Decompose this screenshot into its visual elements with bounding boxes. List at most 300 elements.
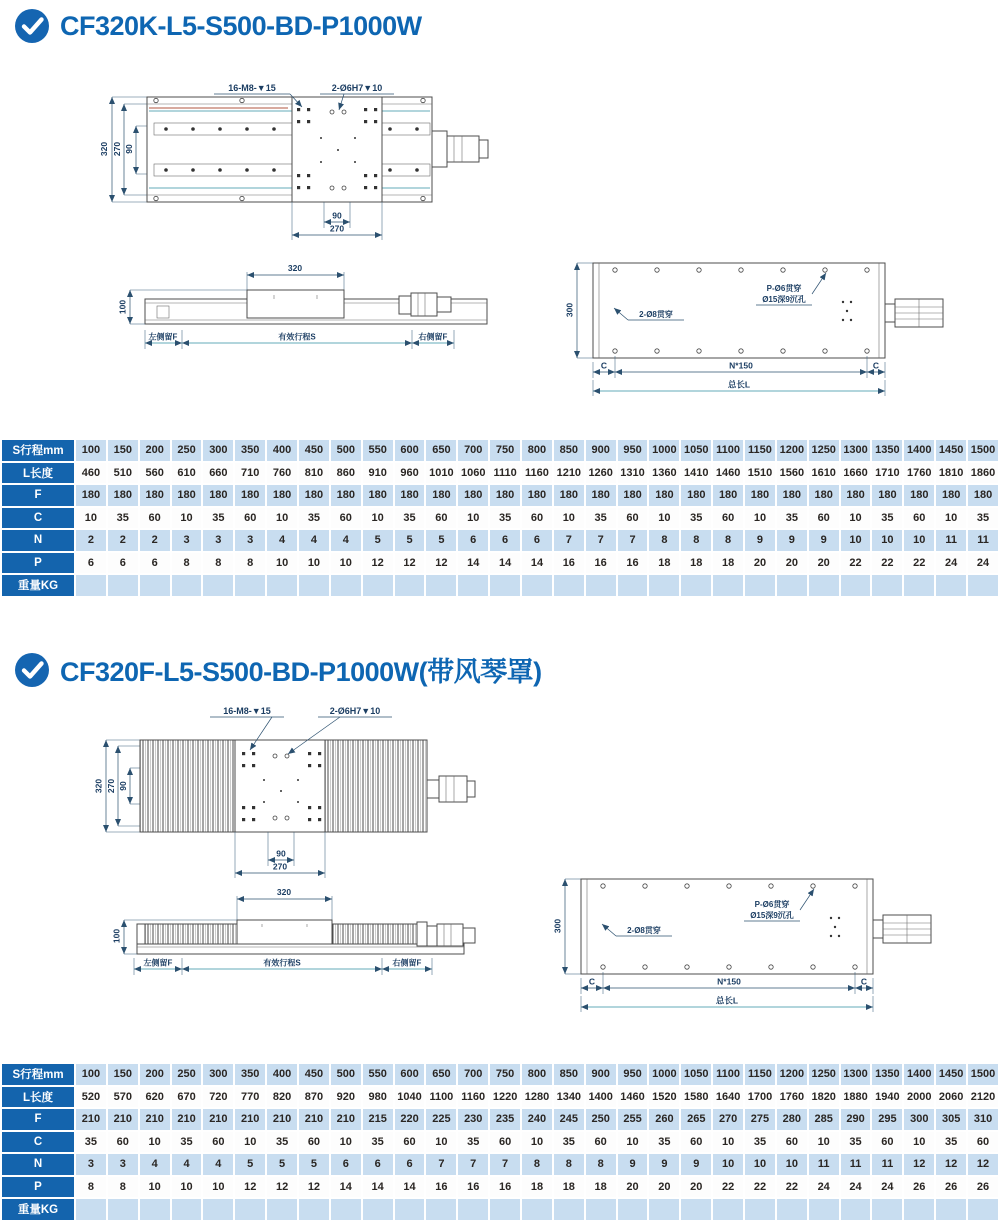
- table-cell: 290: [841, 1109, 871, 1130]
- table-cell: 6: [363, 1154, 393, 1175]
- table-cell: 1760: [904, 463, 934, 484]
- table-cell: 770: [235, 1087, 265, 1108]
- table-cell: 950: [618, 440, 648, 461]
- dim-label: 300: [552, 918, 563, 934]
- table-cell: 12: [299, 1177, 329, 1198]
- side-view-drawing-f: [112, 876, 507, 988]
- table-cell: 1210: [554, 463, 584, 484]
- table-cell: 1500: [968, 1064, 998, 1085]
- table-cell: 295: [872, 1109, 902, 1130]
- table-cell: 10: [745, 508, 775, 529]
- table-cell: 1150: [745, 1064, 775, 1085]
- table-cell: 950: [618, 1064, 648, 1085]
- table-cell: 3: [108, 1154, 138, 1175]
- dim-label: 270: [329, 223, 345, 234]
- table-cell: [554, 575, 584, 596]
- table-cell: 4: [172, 1154, 202, 1175]
- table-cell: 3: [76, 1154, 106, 1175]
- table-cell: 180: [331, 485, 361, 506]
- stroke-dimensions: [145, 330, 454, 349]
- table-cell: 1250: [809, 1064, 839, 1085]
- table-cell: 16: [554, 553, 584, 574]
- table-cell: 35: [458, 1132, 488, 1153]
- row-header: F: [2, 485, 74, 506]
- table-cell: 400: [267, 1064, 297, 1085]
- dim-label: N*150: [717, 976, 741, 987]
- table-cell: [490, 575, 520, 596]
- table-cell: 1200: [777, 440, 807, 461]
- table-cell: 180: [426, 485, 456, 506]
- table-cell: 16: [618, 553, 648, 574]
- top-view-drawing-f: [92, 702, 507, 887]
- table-cell: 670: [172, 1087, 202, 1108]
- dim-label: C: [588, 976, 596, 987]
- table-cell: 10: [76, 508, 106, 529]
- table-cell: 1200: [777, 1064, 807, 1085]
- table-cell: [777, 575, 807, 596]
- table-cell: 8: [235, 553, 265, 574]
- stroke-label-left: 左侧留F: [148, 332, 178, 342]
- table-cell: 10: [426, 1132, 456, 1153]
- dim-label: 300: [564, 302, 575, 318]
- table-cell: 240: [522, 1109, 552, 1130]
- table-cell: 350: [235, 440, 265, 461]
- table-cell: 60: [395, 1132, 425, 1153]
- table-cell: 18: [522, 1177, 552, 1198]
- table-cell: 750: [490, 1064, 520, 1085]
- table-cell: 14: [458, 553, 488, 574]
- table-cell: 570: [108, 1087, 138, 1108]
- table-cell: 35: [872, 508, 902, 529]
- hole-callout: 2-Ø6H7▼10: [331, 83, 383, 93]
- table-cell: 60: [108, 1132, 138, 1153]
- table-cell: 10: [936, 508, 966, 529]
- table-cell: 1300: [841, 440, 871, 461]
- table-cell: 510: [108, 463, 138, 484]
- dim-label: 90: [276, 848, 286, 859]
- table-cell: 16: [490, 1177, 520, 1198]
- check-icon: [14, 8, 50, 44]
- table-cell: 350: [235, 1064, 265, 1085]
- table-cell: 8: [649, 530, 679, 551]
- bottom-dimensions: [581, 972, 873, 1012]
- table-row: [2, 1177, 998, 1198]
- table-cell: 35: [108, 508, 138, 529]
- table-cell: 3: [235, 530, 265, 551]
- table-cell: 1280: [522, 1087, 552, 1108]
- table-cell: 275: [745, 1109, 775, 1130]
- table-cell: 9: [777, 530, 807, 551]
- table-cell: 10: [331, 1132, 361, 1153]
- table-cell: [76, 1199, 106, 1220]
- table-cell: 1400: [904, 440, 934, 461]
- table-cell: 35: [936, 1132, 966, 1153]
- table-cell: 7: [554, 530, 584, 551]
- table-cell: [809, 575, 839, 596]
- table-cell: [426, 1199, 456, 1220]
- table-cell: 800: [522, 440, 552, 461]
- table-cell: 8: [681, 530, 711, 551]
- table-cell: 8: [108, 1177, 138, 1198]
- table-cell: 180: [554, 485, 584, 506]
- dim-label: 90: [332, 210, 342, 221]
- table-cell: 12: [936, 1154, 966, 1175]
- table-cell: 9: [618, 1154, 648, 1175]
- table-cell: 10: [140, 1132, 170, 1153]
- table-cell: 22: [777, 1177, 807, 1198]
- table-cell: 6: [331, 1154, 361, 1175]
- table-row: [2, 508, 998, 529]
- table-cell: 22: [713, 1177, 743, 1198]
- table-cell: 700: [458, 1064, 488, 1085]
- table-cell: 12: [363, 553, 393, 574]
- table-row: [2, 463, 998, 484]
- row-header: P: [2, 1177, 74, 1198]
- table-cell: 9: [681, 1154, 711, 1175]
- table-cell: 60: [872, 1132, 902, 1153]
- table-row: [2, 553, 998, 574]
- table-cell: 60: [426, 508, 456, 529]
- table-cell: 180: [904, 485, 934, 506]
- table-cell: 920: [331, 1087, 361, 1108]
- dim-label: 320: [93, 778, 104, 794]
- table-cell: 10: [203, 1177, 233, 1198]
- table-cell: [681, 1199, 711, 1220]
- section2-title-row: [14, 650, 542, 689]
- table-cell: [809, 1199, 839, 1220]
- table-cell: 16: [458, 1177, 488, 1198]
- table-cell: [618, 1199, 648, 1220]
- table-cell: 10: [841, 530, 871, 551]
- table-cell: 26: [936, 1177, 966, 1198]
- table-cell: 180: [140, 485, 170, 506]
- table-cell: [777, 1199, 807, 1220]
- table-cell: 210: [267, 1109, 297, 1130]
- table-cell: [299, 575, 329, 596]
- row-header: P: [2, 553, 74, 574]
- table-cell: 10: [618, 1132, 648, 1153]
- table-cell: 1340: [554, 1087, 584, 1108]
- table-cell: 5: [267, 1154, 297, 1175]
- table-cell: 180: [649, 485, 679, 506]
- table-cell: 22: [872, 553, 902, 574]
- table-cell: 26: [904, 1177, 934, 1198]
- table-cell: [872, 1199, 902, 1220]
- table-cell: 10: [299, 553, 329, 574]
- table-cell: 8: [522, 1154, 552, 1175]
- table-cell: 24: [809, 1177, 839, 1198]
- table-cell: 1050: [681, 1064, 711, 1085]
- table-cell: 860: [331, 463, 361, 484]
- table-cell: 10: [809, 1132, 839, 1153]
- table-cell: 60: [203, 1132, 233, 1153]
- table-cell: 11: [872, 1154, 902, 1175]
- table-cell: [267, 575, 297, 596]
- table-cell: 280: [777, 1109, 807, 1130]
- table-cell: 60: [331, 508, 361, 529]
- table-cell: 980: [363, 1087, 393, 1108]
- table-cell: 1760: [777, 1087, 807, 1108]
- table-cell: 180: [968, 485, 998, 506]
- table-cell: [140, 1199, 170, 1220]
- table-cell: 850: [554, 1064, 584, 1085]
- table-cell: [872, 575, 902, 596]
- table-cell: 14: [522, 553, 552, 574]
- stroke-dimensions: [134, 958, 432, 976]
- hole-callout: 16-M8-▼15: [223, 706, 271, 716]
- dim-label: 90: [118, 781, 128, 791]
- table-cell: [363, 1199, 393, 1220]
- table-cell: [172, 1199, 202, 1220]
- table-cell: 60: [618, 508, 648, 529]
- stage-body: [147, 97, 432, 202]
- table-cell: 35: [554, 1132, 584, 1153]
- table-cell: 22: [841, 553, 871, 574]
- table-cell: 4: [267, 530, 297, 551]
- table-cell: 150: [108, 1064, 138, 1085]
- table-cell: [522, 575, 552, 596]
- table-cell: 9: [745, 530, 775, 551]
- table-cell: [936, 575, 966, 596]
- table-cell: 1050: [681, 440, 711, 461]
- table-cell: 1460: [713, 463, 743, 484]
- table-cell: 1810: [936, 463, 966, 484]
- table-cell: 8: [586, 1154, 616, 1175]
- row-header: N: [2, 1154, 74, 1175]
- table-cell: 900: [586, 440, 616, 461]
- stage-body-bellows: [140, 740, 427, 832]
- table-cell: 10: [649, 508, 679, 529]
- table-cell: 210: [203, 1109, 233, 1130]
- table-cell: 22: [745, 1177, 775, 1198]
- table-cell: 1410: [681, 463, 711, 484]
- section2-title: CF320F-L5-S500-BD-P1000W(带风琴罩): [60, 657, 542, 687]
- table-cell: 1000: [649, 440, 679, 461]
- table-cell: 35: [267, 1132, 297, 1153]
- table-cell: 22: [904, 553, 934, 574]
- table-cell: [363, 575, 393, 596]
- motor-block: [432, 131, 488, 167]
- table-cell: 710: [235, 463, 265, 484]
- table-cell: 1350: [872, 440, 902, 461]
- table-cell: 900: [586, 1064, 616, 1085]
- table-cell: 180: [267, 485, 297, 506]
- table-cell: 14: [490, 553, 520, 574]
- table-cell: 16: [426, 1177, 456, 1198]
- table-cell: 1160: [522, 463, 552, 484]
- table-cell: [554, 1199, 584, 1220]
- table-cell: 1460: [618, 1087, 648, 1108]
- dim-label: C: [600, 360, 608, 371]
- table-cell: 1350: [872, 1064, 902, 1085]
- dim-label: N*150: [729, 360, 753, 371]
- table-cell: 5: [395, 530, 425, 551]
- table-cell: 35: [968, 508, 998, 529]
- carriage-plate: [292, 97, 382, 202]
- table-cell: [331, 575, 361, 596]
- table-cell: 6: [108, 553, 138, 574]
- table-cell: 550: [363, 440, 393, 461]
- table-cell: 1610: [809, 463, 839, 484]
- table-cell: 6: [76, 553, 106, 574]
- table-cell: 235: [490, 1109, 520, 1130]
- row-header: L长度: [2, 463, 74, 484]
- row-header: S行程mm: [2, 440, 74, 461]
- stroke-label-right: 右侧留F: [418, 332, 448, 342]
- table-cell: 60: [586, 1132, 616, 1153]
- table-cell: 35: [203, 508, 233, 529]
- table-cell: 6: [522, 530, 552, 551]
- table-cell: 10: [172, 508, 202, 529]
- table-cell: 11: [809, 1154, 839, 1175]
- table-row: [2, 1064, 998, 1085]
- table-cell: 1100: [713, 440, 743, 461]
- table-cell: 8: [172, 553, 202, 574]
- hole-callout: 16-M8-▼15: [228, 83, 276, 93]
- table-row: [2, 1109, 998, 1130]
- table-cell: 1450: [936, 1064, 966, 1085]
- table-cell: [235, 575, 265, 596]
- dim-label: 100: [117, 299, 128, 315]
- table-cell: 180: [745, 485, 775, 506]
- bottom-view-drawing-k: [560, 250, 1000, 405]
- table-cell: [235, 1199, 265, 1220]
- table-cell: [586, 1199, 616, 1220]
- stage-side-body: [145, 290, 487, 324]
- table-cell: 60: [809, 508, 839, 529]
- table-cell: 1100: [713, 1064, 743, 1085]
- table-cell: 100: [76, 1064, 106, 1085]
- table-cell: 180: [458, 485, 488, 506]
- table-cell: 14: [331, 1177, 361, 1198]
- table-cell: 7: [586, 530, 616, 551]
- table-cell: [172, 575, 202, 596]
- left-dimensions: [94, 740, 145, 832]
- table-cell: 300: [904, 1109, 934, 1130]
- table-cell: 10: [235, 1132, 265, 1153]
- dim-label: 270: [112, 141, 122, 157]
- table-row: [2, 530, 998, 551]
- table-row: [2, 1154, 998, 1175]
- table-cell: 10: [554, 508, 584, 529]
- table-cell: 450: [299, 440, 329, 461]
- table-cell: [458, 575, 488, 596]
- table-cell: [586, 575, 616, 596]
- table-cell: 180: [395, 485, 425, 506]
- table-cell: 14: [363, 1177, 393, 1198]
- table-cell: 1640: [713, 1087, 743, 1108]
- table-cell: [841, 1199, 871, 1220]
- table-cell: 10: [458, 508, 488, 529]
- table-cell: 60: [235, 508, 265, 529]
- table-cell: 210: [331, 1109, 361, 1130]
- table-cell: 250: [172, 440, 202, 461]
- table-cell: 35: [586, 508, 616, 529]
- table-cell: [426, 575, 456, 596]
- hole-callout: P-Ø6贯穿: [766, 284, 802, 293]
- check-icon: [14, 652, 50, 688]
- table-cell: 2: [140, 530, 170, 551]
- bottom-dimensions: [593, 356, 885, 396]
- bottom-dimensions: [292, 202, 382, 240]
- table-row: [2, 1132, 998, 1153]
- table-cell: [299, 1199, 329, 1220]
- table-cell: 245: [554, 1109, 584, 1130]
- table-cell: 10: [904, 1132, 934, 1153]
- dim-label: 320: [99, 141, 109, 157]
- stroke-label-mid: 有效行程S: [278, 332, 316, 342]
- table-cell: 1940: [872, 1087, 902, 1108]
- table-cell: 35: [777, 508, 807, 529]
- table-cell: [490, 1199, 520, 1220]
- table-cell: [267, 1199, 297, 1220]
- table-row: [2, 1087, 998, 1108]
- table-cell: 26: [968, 1177, 998, 1198]
- table-cell: 5: [299, 1154, 329, 1175]
- table-cell: 1220: [490, 1087, 520, 1108]
- table-cell: 18: [586, 1177, 616, 1198]
- table-cell: [968, 575, 998, 596]
- table-cell: 35: [299, 508, 329, 529]
- table-cell: 180: [713, 485, 743, 506]
- table-cell: 660: [203, 463, 233, 484]
- table-cell: 210: [299, 1109, 329, 1130]
- table-cell: 1040: [395, 1087, 425, 1108]
- table-cell: 16: [586, 553, 616, 574]
- table-cell: 35: [745, 1132, 775, 1153]
- row-header: S行程mm: [2, 1064, 74, 1085]
- row-header: C: [2, 1132, 74, 1153]
- table-cell: [108, 575, 138, 596]
- table-cell: 1250: [809, 440, 839, 461]
- table-cell: 270: [713, 1109, 743, 1130]
- table-cell: 210: [235, 1109, 265, 1130]
- side-view-drawing-k: [112, 252, 502, 362]
- table-cell: 820: [267, 1087, 297, 1108]
- table-cell: [108, 1199, 138, 1220]
- table-cell: 600: [395, 1064, 425, 1085]
- table-cell: 180: [809, 485, 839, 506]
- table-cell: [649, 575, 679, 596]
- table-cell: 9: [649, 1154, 679, 1175]
- table-cell: 20: [777, 553, 807, 574]
- table-row: [2, 1199, 998, 1220]
- table-cell: 1520: [649, 1087, 679, 1108]
- table-cell: 180: [172, 485, 202, 506]
- table-cell: 18: [681, 553, 711, 574]
- table-cell: 7: [426, 1154, 456, 1175]
- table-cell: 500: [331, 440, 361, 461]
- table-cell: 7: [490, 1154, 520, 1175]
- table-cell: 560: [140, 463, 170, 484]
- table-cell: 60: [490, 1132, 520, 1153]
- stage-side-body-bellows: [137, 920, 475, 954]
- hole-callout: Ø15深9沉孔: [762, 295, 806, 304]
- table-cell: 60: [968, 1132, 998, 1153]
- table-cell: 12: [904, 1154, 934, 1175]
- table-cell: [713, 575, 743, 596]
- hole-callout: P-Ø6贯穿: [754, 900, 790, 909]
- table-cell: [841, 575, 871, 596]
- table-cell: 8: [76, 1177, 106, 1198]
- table-cell: [395, 575, 425, 596]
- row-header: L长度: [2, 1087, 74, 1108]
- table-cell: 35: [76, 1132, 106, 1153]
- table-cell: 10: [267, 508, 297, 529]
- table-cell: [140, 575, 170, 596]
- table-cell: 14: [395, 1177, 425, 1198]
- table-cell: 1310: [618, 463, 648, 484]
